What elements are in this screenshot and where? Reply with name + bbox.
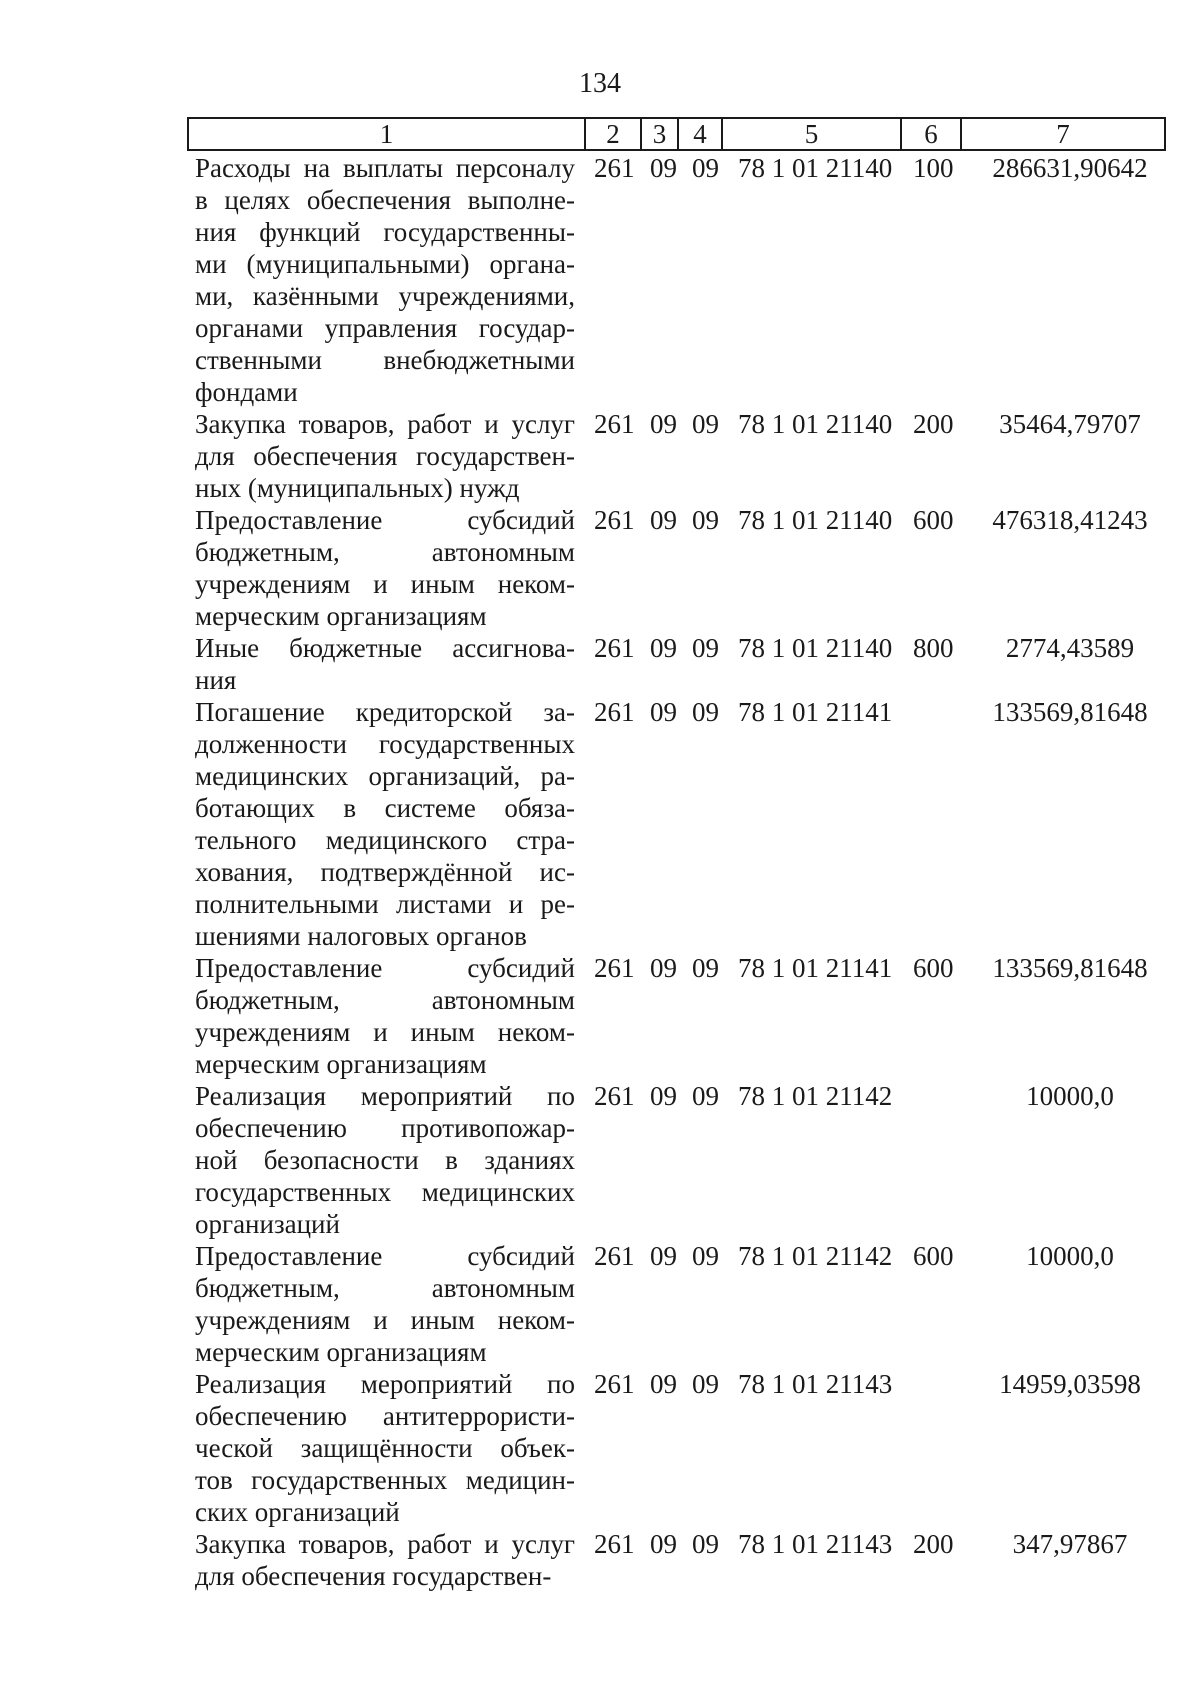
cell-target-article: 78 1 01 21141 [738,697,893,727]
description-line: в целях обеспечения выполне- [195,185,575,215]
cell-amount: 347,97867 [1012,1529,1128,1559]
header-col-5: 5 [723,119,902,149]
description-line: бюджетным, автономным [195,1273,575,1303]
table-row [0,504,1200,632]
cell-section: 09 [650,1369,677,1399]
header-col-3: 3 [642,119,679,149]
cell-target-article: 78 1 01 21143 [738,1529,893,1559]
cell-amount: 2774,43589 [1005,633,1135,663]
cell-subsection: 09 [692,1241,719,1271]
cell-target-article: 78 1 01 21140 [738,409,893,439]
cell-amount: 133569,81648 [992,697,1148,727]
row-description [195,632,575,696]
row-description [195,1368,575,1528]
header-col-7: 7 [1056,119,1070,149]
description-line: ных (муниципальных) нужд [195,473,520,503]
table-header [187,117,1166,151]
description-line: ственными внебюджетными [195,345,575,375]
cell-expense-type: 600 [913,1241,954,1271]
description-line: учреждениям и иным неком- [195,1305,575,1335]
table-row [0,696,1200,952]
cell-section: 09 [650,1081,677,1111]
cell-admin-code: 261 [594,409,635,439]
description-line: Предоставление субсидий [195,1241,575,1271]
cell-target-article: 78 1 01 21143 [738,1369,893,1399]
description-line: Погашение кредиторской за- [195,697,575,727]
description-line: мерческим организациям [195,601,487,631]
description-line: ния [195,665,237,695]
description-line: Предоставление субсидий [195,953,575,983]
cell-expense-type: 800 [913,633,954,663]
cell-admin-code: 261 [594,505,635,535]
cell-admin-code: 261 [594,697,635,727]
cell-admin-code: 261 [594,1369,635,1399]
description-line: для обеспечения государствен- [195,441,575,471]
cell-admin-code: 261 [594,1529,635,1559]
cell-expense-type: 600 [913,505,954,535]
cell-target-article: 78 1 01 21140 [738,505,893,535]
cell-amount: 10000,0 [1026,1081,1114,1111]
cell-admin-code: 261 [594,153,635,183]
cell-amount: 10000,0 [1026,1241,1114,1271]
cell-expense-type: 100 [913,153,954,183]
description-line: учреждениям и иным неком- [195,569,575,599]
description-line: полнительными листами и ре- [195,889,575,919]
cell-target-article: 78 1 01 21140 [738,633,893,663]
description-line: ния функций государственны- [195,217,575,247]
description-line: органами управления государ- [195,313,575,343]
description-line: ских организаций [195,1497,400,1527]
description-line: бюджетным, автономным [195,537,575,567]
description-line: мерческим организациям [195,1337,487,1367]
description-line: обеспечению противопожар- [195,1113,575,1143]
description-line: фондами [195,377,298,407]
cell-section: 09 [650,505,677,535]
cell-target-article: 78 1 01 21141 [738,953,893,983]
description-line: ботающих в системе обяза- [195,793,575,823]
cell-subsection: 09 [692,1529,719,1559]
cell-expense-type: 200 [913,1529,954,1559]
table-row [0,408,1200,504]
cell-subsection: 09 [692,953,719,983]
table-row [0,1368,1200,1528]
table-row [0,1528,1200,1592]
cell-admin-code: 261 [594,1081,635,1111]
row-description [195,408,575,504]
cell-section: 09 [650,953,677,983]
description-line: учреждениям и иным неком- [195,1017,575,1047]
row-description [195,696,575,952]
header-col-6: 6 [902,119,962,149]
row-description [195,152,575,408]
cell-subsection: 09 [692,505,719,535]
description-line: Реализация мероприятий по [195,1081,575,1111]
description-line: шениями налоговых органов [195,921,527,951]
description-line: Закупка товаров, работ и услуг [195,409,575,439]
description-line: ной безопасности в зданиях [195,1145,575,1175]
cell-section: 09 [650,633,677,663]
cell-section: 09 [650,1529,677,1559]
row-description [195,1528,575,1592]
cell-subsection: 09 [692,697,719,727]
description-line: Закупка товаров, работ и услуг [195,1529,575,1559]
description-line: бюджетным, автономным [195,985,575,1015]
description-line: Иные бюджетные ассигнова- [195,633,575,663]
cell-amount: 133569,81648 [992,953,1148,983]
cell-target-article: 78 1 01 21142 [738,1241,893,1271]
table-row [0,1240,1200,1368]
description-line: мерческим организациям [195,1049,487,1079]
description-line: для обеспечения государствен- [195,1561,552,1591]
cell-subsection: 09 [692,1369,719,1399]
description-line: ми (муниципальными) органа- [195,249,575,279]
cell-admin-code: 261 [594,633,635,663]
description-line: ческой защищённости объек- [195,1433,575,1463]
header-col-4: 4 [679,119,723,149]
cell-target-article: 78 1 01 21142 [738,1081,893,1111]
cell-section: 09 [650,153,677,183]
cell-section: 09 [650,697,677,727]
table-row [0,632,1200,696]
description-line: Реализация мероприятий по [195,1369,575,1399]
row-description [195,1080,575,1240]
description-line: медицинских организаций, ра- [195,761,575,791]
cell-amount: 35464,79707 [999,409,1141,439]
table-row [0,1080,1200,1240]
description-line: ми, казёнными учреждениями, [195,281,575,311]
cell-amount: 286631,90642 [992,153,1148,183]
description-line: тов государственных медицин- [195,1465,575,1495]
cell-subsection: 09 [692,409,719,439]
cell-subsection: 09 [692,633,719,663]
row-description [195,1240,575,1368]
row-description [195,952,575,1080]
cell-amount: 14959,03598 [999,1369,1141,1399]
description-line: долженности государственных [195,729,575,759]
table-row [0,952,1200,1080]
cell-admin-code: 261 [594,953,635,983]
description-line: обеспечению антитеррористи- [195,1401,575,1431]
description-line: организаций [195,1209,340,1239]
cell-target-article: 78 1 01 21140 [738,153,893,183]
cell-subsection: 09 [692,153,719,183]
cell-amount: 476318,41243 [992,505,1148,535]
cell-section: 09 [650,409,677,439]
description-line: Расходы на выплаты персоналу [195,153,575,183]
description-line: хования, подтверждённой ис- [195,857,575,887]
cell-section: 09 [650,1241,677,1271]
table-row [0,152,1200,408]
header-col-1: 1 [189,119,586,149]
row-description [195,504,575,632]
table-body [0,152,1200,1592]
cell-expense-type: 600 [913,953,954,983]
cell-expense-type: 200 [913,409,954,439]
description-line: Предоставление субсидий [195,505,575,535]
cell-admin-code: 261 [594,1241,635,1271]
description-line: тельного медицинского стра- [195,825,575,855]
header-col-2: 2 [586,119,642,149]
description-line: государственных медицинских [195,1177,575,1207]
page-number: 134 [579,68,621,99]
cell-subsection: 09 [692,1081,719,1111]
